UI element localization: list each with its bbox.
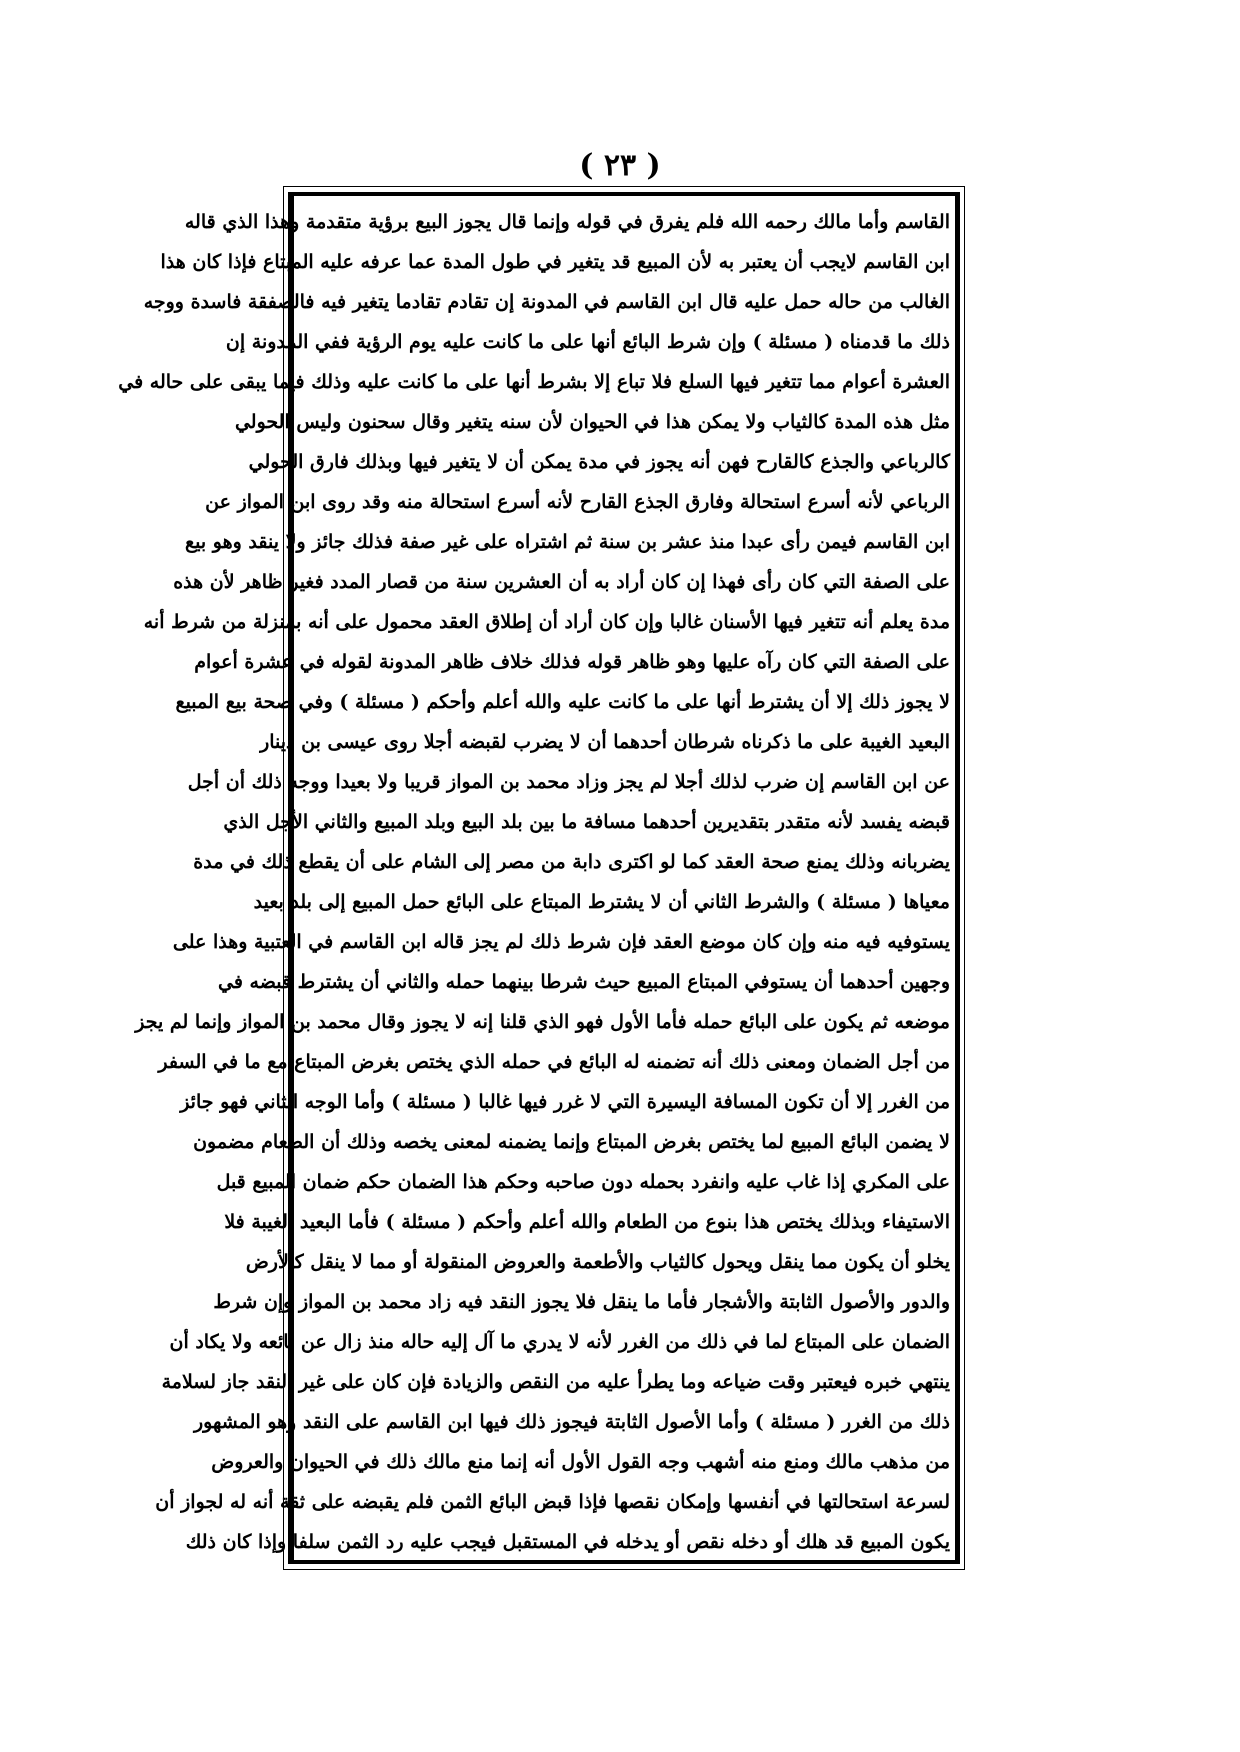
text-line: يخلو أن يكون مما ينقل ويحول كالثياب والأطعمة والعروض المنقولة أو مما لا ينقل كالأرض xyxy=(245,1251,950,1273)
text-line: من مذهب مالك ومنع منه أشهب وجه القول الأول أنه إنما منع مالك ذلك في الحيوان والعروض xyxy=(211,1451,950,1473)
text-line: كالرباعي والجذع كالقارح فهن أنه يجوز في مدة يمكن أن لا يتغير فيها وبذلك فارق الحولي xyxy=(248,451,950,473)
text-line: موضعه ثم يكون على البائع حمله فأما الأول فهو الذي قلنا إنه لا يجوز وقال محمد بن المواز وإنما لم يجز xyxy=(135,1011,950,1033)
text-line: البعيد الغيبة على ما ذكرناه شرطان أحدهما أن لا يضرب لقبضه أجلا روى عيسى بن دينار xyxy=(260,731,950,753)
text-line: ذلك من الغرر ( مسئلة ) وأما الأصول الثابتة فيجوز ذلك فيها ابن القاسم على النقد وهو المشهور xyxy=(193,1411,950,1433)
text-line: مدة يعلم أنه تتغير فيها الأسنان غالبا وإن كان أراد أن إطلاق العقد محمول على أنه بمنزلة من شرط أنه xyxy=(143,611,950,633)
page-number: ( ٢٣ ) xyxy=(579,148,661,183)
text-line: من أجل الضمان ومعنى ذلك أنه تضمنه له البائع في حمله الذي يختص بغرض المبتاع مع ما في السفر xyxy=(158,1051,950,1073)
main-text xyxy=(118,202,950,1557)
text-line: يضربانه وذلك يمنع صحة العقد كما لو اكترى دابة من مصر إلى الشام على أن يقطع ذلك في مدة xyxy=(193,851,950,873)
text-line: الغالب من حاله حمل عليه قال ابن القاسم في المدونة إن تقادم تقادما يتغير فيه فالصفقة فاسدة ووجه xyxy=(143,291,950,313)
text-line: مثل هذه المدة كالثياب ولا يمكن هذا في الحيوان لأن سنه يتغير وقال سحنون وليس الحولي xyxy=(234,411,950,433)
text-line: لا يضمن البائع المبيع لما يختص بغرض المبتاع وإنما يضمنه لمعنى يخصه وذلك أن الطعام مضمون xyxy=(193,1131,950,1153)
text-line: ينتهي خبره فيعتبر وقت ضياعه وما يطرأ عليه من النقص والزيادة فإن كان على غير النقد جاز لسلامة xyxy=(161,1371,950,1393)
text-line: ابن القاسم فيمن رأى عبدا منذ عشر بن سنة ثم اشتراه على غير صفة فذلك جائز ولا ينقد وهو بيع xyxy=(185,531,950,553)
text-line: ابن القاسم لايجب أن يعتبر به لأن المبيع قد يتغير في طول المدة عما عرفه عليه المبتاع فإذا كان هذا xyxy=(160,251,950,273)
text-line: الرباعي لأنه أسرع استحالة وفارق الجذع القارح لأنه أسرع استحالة منه وقد روى ابن المواز عن xyxy=(205,491,950,513)
text-line: من الغرر إلا أن تكون المسافة اليسيرة التي لا غرر فيها غالبا ( مسئلة ) وأما الوجه الثاني فهو جائز xyxy=(180,1091,950,1113)
text-line: وجهين أحدهما أن يستوفي المبتاع المبيع حيث شرطا بينهما حمله والثاني أن يشترط قبضه في xyxy=(218,971,950,993)
text-line: والدور والأصول الثابتة والأشجار فأما ما ينقل فلا يجوز النقد فيه زاد محمد بن المواز وإن شرط xyxy=(213,1291,950,1313)
text-line: قبضه يفسد لأنه متقدر بتقديرين أحدهما مسافة ما بين بلد البيع وبلد المبيع والثاني الأجل الذي xyxy=(223,811,950,833)
text-line: يستوفيه فيه منه وإن كان موضع العقد فإن شرط ذلك لم يجز قاله ابن القاسم في العتبية وهذا على xyxy=(172,931,950,953)
text-line: ذلك ما قدمناه ( مسئلة ) وإن شرط البائع أنها على ما كانت عليه يوم الرؤية ففي المدونة إن xyxy=(225,331,950,353)
text-line: على الصفة التي كان رأى فهذا إن كان أراد به أن العشرين سنة من قصار المدد فغير ظاهر لأن هذه xyxy=(173,571,950,593)
text-line: العشرة أعوام مما تتغير فيها السلع فلا تباع إلا بشرط أنها على ما كانت عليه وذلك فيما يبقى على حاله في xyxy=(118,371,950,393)
text-line: الاستيفاء وبذلك يختص هذا بنوع من الطعام والله أعلم وأحكم ( مسئلة ) فأما البعيد الغيبة فلا xyxy=(224,1211,950,1233)
text-line: يكون المبيع قد هلك أو دخله نقص أو يدخله في المستقبل فيجب عليه رد الثمن سلفا وإذا كان ذلك xyxy=(185,1531,950,1553)
text-line: على المكري إذا غاب عليه وانفرد بحمله دون صاحبه وحكم هذا الضمان حكم ضمان المبيع قبل xyxy=(216,1171,950,1193)
text-line: الضمان على المبتاع لما في ذلك من الغرر لأنه لا يدري ما آل إليه حاله منذ زال عن بائعه ولا يكاد أن xyxy=(169,1331,950,1353)
text-line: لسرعة استحالتها في أنفسها وإمكان نقصها فإذا قبض البائع الثمن فلم يقبضه على ثقة أنه له لجواز أن xyxy=(155,1491,950,1513)
text-line: معياها ( مسئلة ) والشرط الثاني أن لا يشترط المبتاع على البائع حمل المبيع إلى بلد بعيد xyxy=(253,891,950,913)
text-line: عن ابن القاسم إن ضرب لذلك أجلا لم يجز وزاد محمد بن المواز قريبا ولا بعيدا ووجه ذلك أن أجل xyxy=(187,771,950,793)
text-line: على الصفة التي كان رآه عليها وهو ظاهر قوله فذلك خلاف ظاهر المدونة لقوله في عشرة أعوام xyxy=(194,651,950,673)
text-line: لا يجوز ذلك إلا أن يشترط أنها على ما كانت عليه والله أعلم وأحكم ( مسئلة ) وفي صحة بيع المبيع xyxy=(175,691,950,713)
text-line: القاسم وأما مالك رحمه الله فلم يفرق في قوله وإنما قال يجوز البيع برؤية متقدمة وهذا الذي قاله xyxy=(184,211,950,233)
